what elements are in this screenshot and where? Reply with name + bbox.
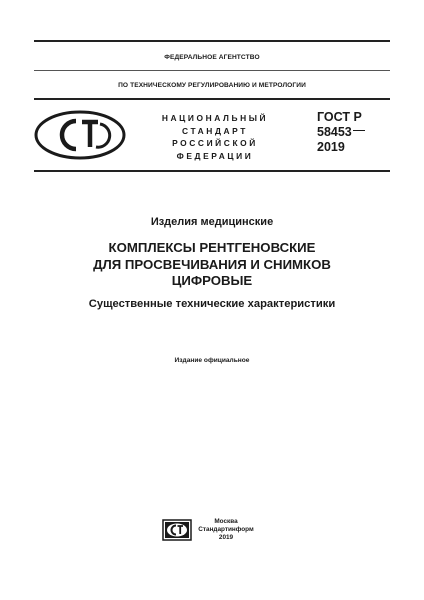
title-line: КОМПЛЕКСЫ РЕНТГЕНОВСКИЕ [108, 240, 316, 255]
standard-line: ФЕДЕРАЦИИ [176, 150, 254, 161]
designation-year: 2019 [317, 140, 345, 154]
designation-bottom-rule [34, 170, 390, 172]
standard-line: НАЦИОНАЛЬНЫЙ [161, 113, 269, 123]
standard-designation [317, 110, 365, 155]
designation-number: 58453 [317, 125, 352, 139]
edition-label: Издание официальное [174, 357, 250, 364]
title-category: Изделия медицинские [150, 216, 274, 228]
agency-line-1: ФЕДЕРАЛЬНОЕ АГЕНТСТВО [164, 54, 260, 61]
agency-line-2: ПО ТЕХНИЧЕСКОМУ РЕГУЛИРОВАНИЮ И МЕТРОЛОГИИ [118, 82, 306, 89]
agency-divider [34, 70, 390, 71]
publisher-year: 2019 [218, 534, 234, 541]
standard-type-block [150, 112, 280, 162]
title-line: ДЛЯ ПРОСВЕЧИВАНИЯ И СНИМКОВ [93, 256, 331, 272]
standard-line: СТАНДАРТ [182, 125, 248, 136]
document-title [40, 240, 384, 290]
standartinform-logo-icon [162, 519, 192, 541]
standard-line: РОССИЙСКОЙ [172, 138, 258, 148]
publisher-city: Москва [214, 518, 238, 525]
designation-prefix: ГОСТ Р [317, 110, 362, 124]
top-rule [34, 40, 390, 42]
header-bottom-rule [34, 98, 390, 100]
gost-r-certification-mark-icon [34, 110, 126, 160]
title-line: ЦИФРОВЫЕ [171, 273, 253, 288]
publisher-block [196, 518, 256, 542]
publisher-name: Стандартинформ [198, 526, 254, 533]
title-subtitle: Существенные технические характеристики [88, 298, 336, 310]
designation-dash [353, 130, 365, 131]
